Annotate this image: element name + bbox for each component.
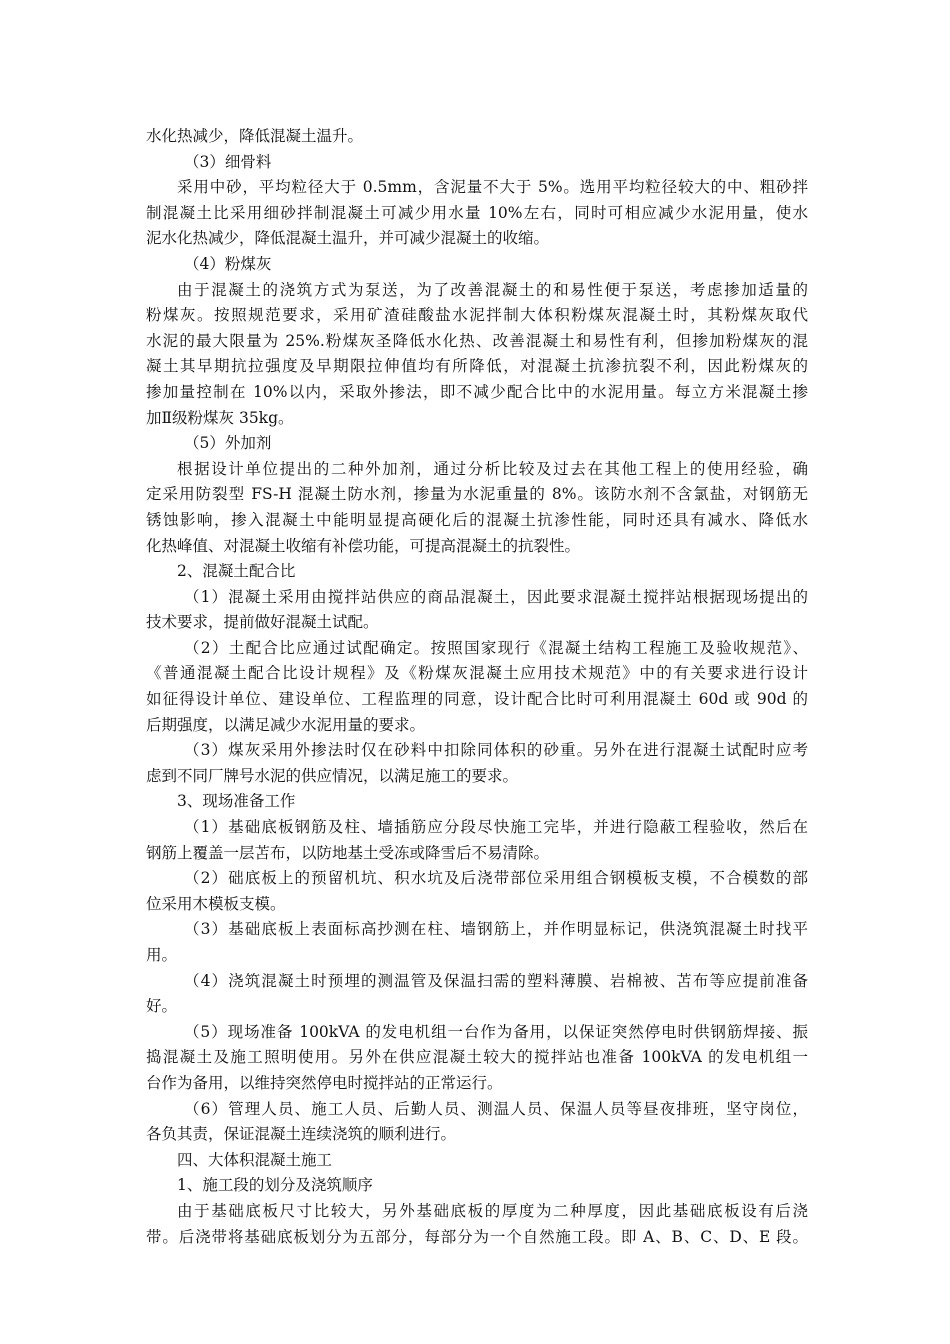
text-line: 《普通混凝土配合比设计规程》及《粉煤灰混凝土应用技术规范》中的有关要求进行设计 xyxy=(146,664,808,683)
text-line: 由于基础底板尺寸比较大，另外基础底板的厚度为二种厚度，因此基础底板设有后浇 xyxy=(177,1201,808,1220)
document-body xyxy=(146,124,808,1250)
text-line: （5）现场准备 100kVA 的发电机组一台作为备用，以保证突然停电时供钢筋焊接、振 xyxy=(184,1022,808,1041)
text-line: 1、施工段的划分及浇筑顺序 xyxy=(177,1176,373,1195)
text-line: 由于混凝土的浇筑方式为泵送，为了改善混凝土的和易性便于泵送，考虑掺加适量的 xyxy=(177,280,808,299)
text-line: 3、现场准备工作 xyxy=(177,792,296,811)
text-line: 水泥的最大限量为 25%.粉煤灰圣降低水化热、改善混凝土和易性有利，但掺加粉煤灰的混 xyxy=(146,331,808,350)
text-line: （5）外加剂 xyxy=(184,434,272,453)
text-line: 带。后浇带将基础底板划分为五部分，每部分为一个自然施工段。即 A、B、C、D、E 段。 xyxy=(146,1227,808,1246)
text-line: 2、混凝土配合比 xyxy=(177,562,296,581)
text-line: 粉煤灰。按照规范要求，采用矿渣硅酸盐水泥拌制大体积粉煤灰混凝土时，其粉煤灰取代 xyxy=(146,306,808,325)
text-line: 掺加量控制在 10%以内，采取外掺法，即不减少配合比中的水泥用量。每立方米混凝土掺 xyxy=(146,382,808,401)
text-line: 台作为备用，以维持突然停电时搅拌站的正常运行。 xyxy=(146,1073,503,1092)
text-line: 泥水化热减少，降低混凝土温升，并可减少混凝土的收缩。 xyxy=(146,229,550,248)
text-line: 用。 xyxy=(146,946,178,964)
text-line: （4）粉煤灰 xyxy=(184,254,272,273)
text-line: 凝土其早期抗拉强度及早期限拉伸值均有所降低，对混凝土抗渗抗裂不利，因此粉煤灰的 xyxy=(146,357,808,376)
text-line: （3）煤灰采用外掺法时仅在砂料中扣除同体积的砂重。另外在进行混凝土试配时应考 xyxy=(184,741,808,760)
text-line: （4）浇筑混凝土时预埋的测温管及保温扫需的塑料薄膜、岩棉被、苫布等应提前准备 xyxy=(184,971,808,990)
text-line: （2）础底板上的预留机坑、积水坑及后浇带部位采用组合钢模板支模，不合模数的部 xyxy=(184,869,808,888)
text-line: 如征得设计单位、建设单位、工程监理的同意，设计配合比时可利用混凝土 60d 或 90d 的 xyxy=(146,690,808,709)
text-line: 锈蚀影响，掺入混凝土中能明显提高硬化后的混凝土抗渗性能，同时还具有减水、降低水 xyxy=(146,510,808,529)
text-line: 制混凝土比采用细砂拌制混凝土可减少用水量 10%左右，同时可相应减少水泥用量，使水 xyxy=(146,203,808,222)
text-line: 水化热减少，降低混凝土温升。 xyxy=(146,127,364,145)
text-line: （6）管理人员、施工人员、后勤人员、测温人员、保温人员等昼夜排班，坚守岗位， xyxy=(184,1099,808,1118)
text-line: 捣混凝土及施工照明使用。另外在供应混凝土较大的搅拌站也准备 100kVA 的发电机组一 xyxy=(146,1048,808,1067)
text-line: 四、大体积混凝土施工 xyxy=(177,1150,333,1169)
text-line: 采用中砂，平均粒径大于 0.5mm，含泥量不大于 5%。选用平均粒径较大的中、粗砂拌 xyxy=(177,178,808,197)
text-line: 技术要求，提前做好混凝土试配。 xyxy=(146,613,379,632)
text-line: 加Ⅱ级粉煤灰 35kg。 xyxy=(146,408,294,427)
text-line: 各负其责，保证混凝土连续浇筑的顺利进行。 xyxy=(146,1125,457,1144)
text-line: （3）细骨料 xyxy=(184,152,272,171)
text-line: 钢筋上覆盖一层苫布，以防地基土受冻或降雪后不易清除。 xyxy=(146,843,550,862)
text-line: （1）混凝土采用由搅拌站供应的商品混凝土，因此要求混凝土搅拌站根据现场提出的 xyxy=(184,587,808,606)
text-line: （1）基础底板钢筋及柱、墙插筋应分段尽快施工完毕，并进行隐蔽工程验收，然后在 xyxy=(184,818,808,837)
text-line: 虑到不同厂牌号水泥的供应情况，以满足施工的要求。 xyxy=(146,766,519,785)
text-line: （3）基础底板上表面标高抄测在柱、墙钢筋上，并作明显标记，供浇筑混凝土时找平 xyxy=(184,920,808,939)
text-line: （2）土配合比应通过试配确定。按照国家现行《混凝土结构工程施工及验收规范》、 xyxy=(184,638,808,657)
text-line: 定采用防裂型 FS-H 混凝土防水剂，掺量为水泥重量的 8%。该防水剂不含氯盐，对钢筋无 xyxy=(146,485,808,504)
text-line: 后期强度，以满足减少水泥用量的要求。 xyxy=(146,715,426,734)
text-line: 根据设计单位提出的二种外加剂，通过分析比较及过去在其他工程上的使用经验，确 xyxy=(177,459,808,478)
text-line: 位采用木模板支模。 xyxy=(146,894,286,913)
text-line: 好。 xyxy=(146,997,178,1016)
text-line: 化热峰值、对混凝土收缩有补偿功能，可提高混凝土的抗裂性。 xyxy=(146,536,581,555)
